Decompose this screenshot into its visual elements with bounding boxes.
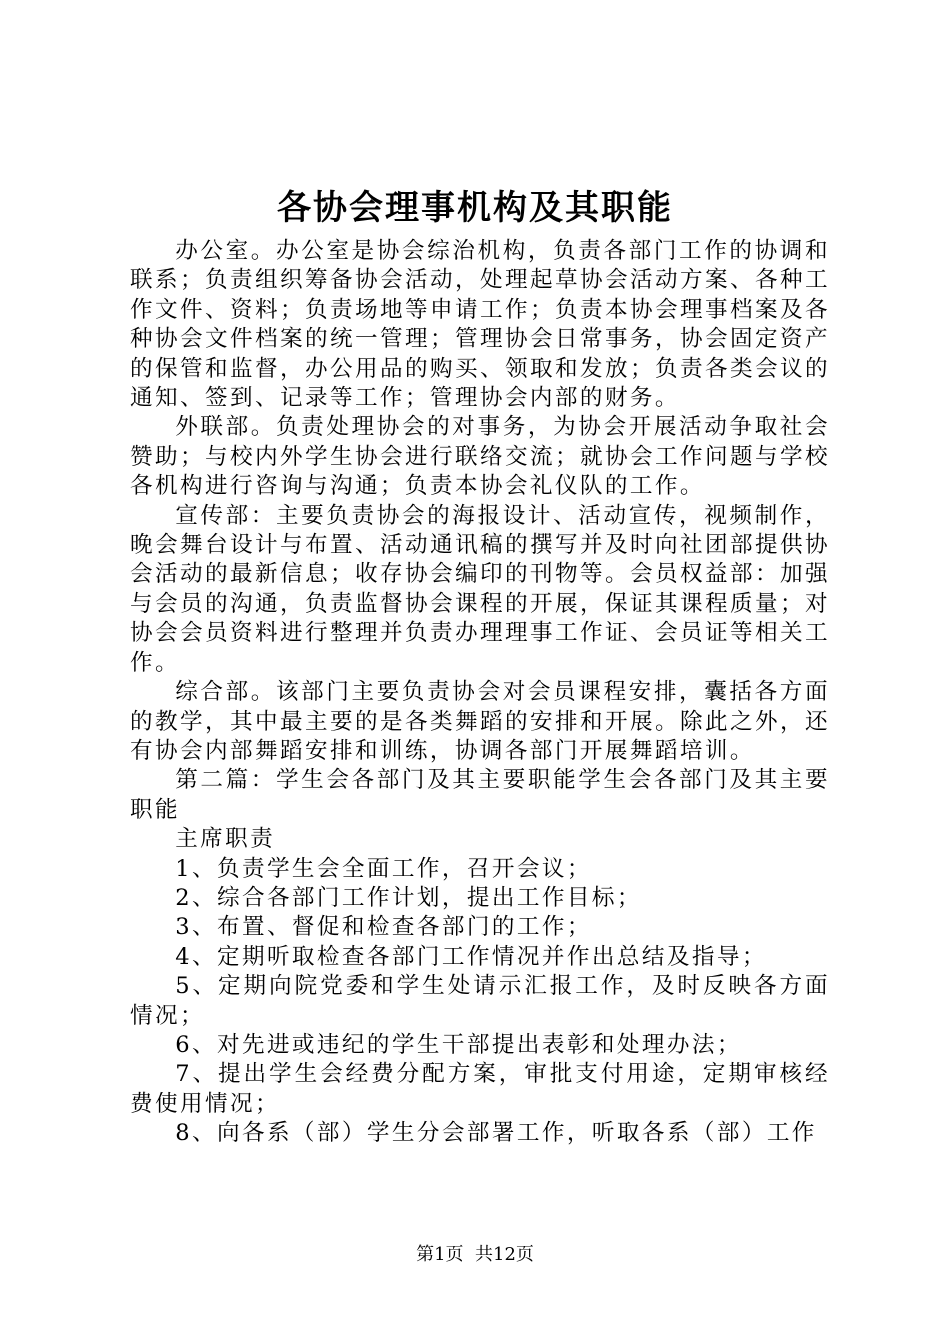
page-footer bbox=[0, 1240, 950, 1270]
list-item: 4、定期听取检查各部门工作情况并作出总结及指导； bbox=[175, 943, 767, 970]
paragraph-office: 办公室。办公室是协会综治机构，负责各部门工作的协调和联系；负责组织筹备协会活动，处理起草协会活动方案、各种工作文件、资料；负责场地等申请工作；负责本协会理事档案及各种协会文件档案的统一管理；管理协会日常事务，协会固定资产的保管和监督，办公用品的购买、领取和发放；负责各类会议的通知、签到、记录等工作；管理协会内部的财务。 bbox=[130, 238, 830, 412]
list-item: 8、向各系（部）学生分会部署工作，听取各系（部）工作 bbox=[175, 1120, 817, 1147]
paragraph-publicity: 宣传部：主要负责协会的海报设计、活动宣传，视频制作，晚会舞台设计与布置、活动通讯稿的撰写并及时向社团部提供协会活动的最新信息；收存协会编印的刊物等。会员权益部：加强与会员的沟通，负责监督协会课程的开展，保证其课程质量；对协会会员资料进行整理并负责办理理事工作证、会员证等相关工作。 bbox=[130, 502, 830, 676]
list-item: 6、对先进或违纪的学生干部提出表彰和处理办法； bbox=[175, 1031, 742, 1058]
page-number-label: 第1页 共12页 bbox=[416, 1244, 534, 1265]
list-item: 2、综合各部门工作计划，提出工作目标； bbox=[175, 884, 642, 911]
document-body bbox=[130, 237, 830, 1149]
paragraph-external-relations: 外联部。负责处理协会的对事务，为协会开展活动争取社会赞助；与校内外学生协会进行联络交流；就协会工作问题与学校各机构进行咨询与沟通；负责本协会礼仪队的工作。 bbox=[130, 414, 830, 500]
list-item: 7、提出学生会经费分配方案，审批支付用途，定期审核经费使用情况； bbox=[130, 1061, 830, 1117]
paragraph-section-heading: 第二篇：学生会各部门及其主要职能学生会各部门及其主要职能 bbox=[130, 767, 830, 823]
list-item: 5、定期向院党委和学生处请示汇报工作，及时反映各方面情况； bbox=[130, 973, 830, 1029]
list-item: 3、布置、督促和检查各部门的工作； bbox=[175, 914, 592, 941]
list-item: 1、负责学生会全面工作，召开会议； bbox=[175, 855, 592, 882]
document-title: 各协会理事机构及其职能 bbox=[277, 188, 673, 228]
paragraph-general-affairs: 综合部。该部门主要负责协会对会员课程安排，囊括各方面的教学，其中最主要的是各类舞蹈的安排和开展。除此之外，还有协会内部舞蹈安排和训练，协调各部门开展舞蹈培训。 bbox=[130, 679, 830, 764]
paragraph-chairman-duties-heading: 主席职责 bbox=[175, 826, 276, 853]
